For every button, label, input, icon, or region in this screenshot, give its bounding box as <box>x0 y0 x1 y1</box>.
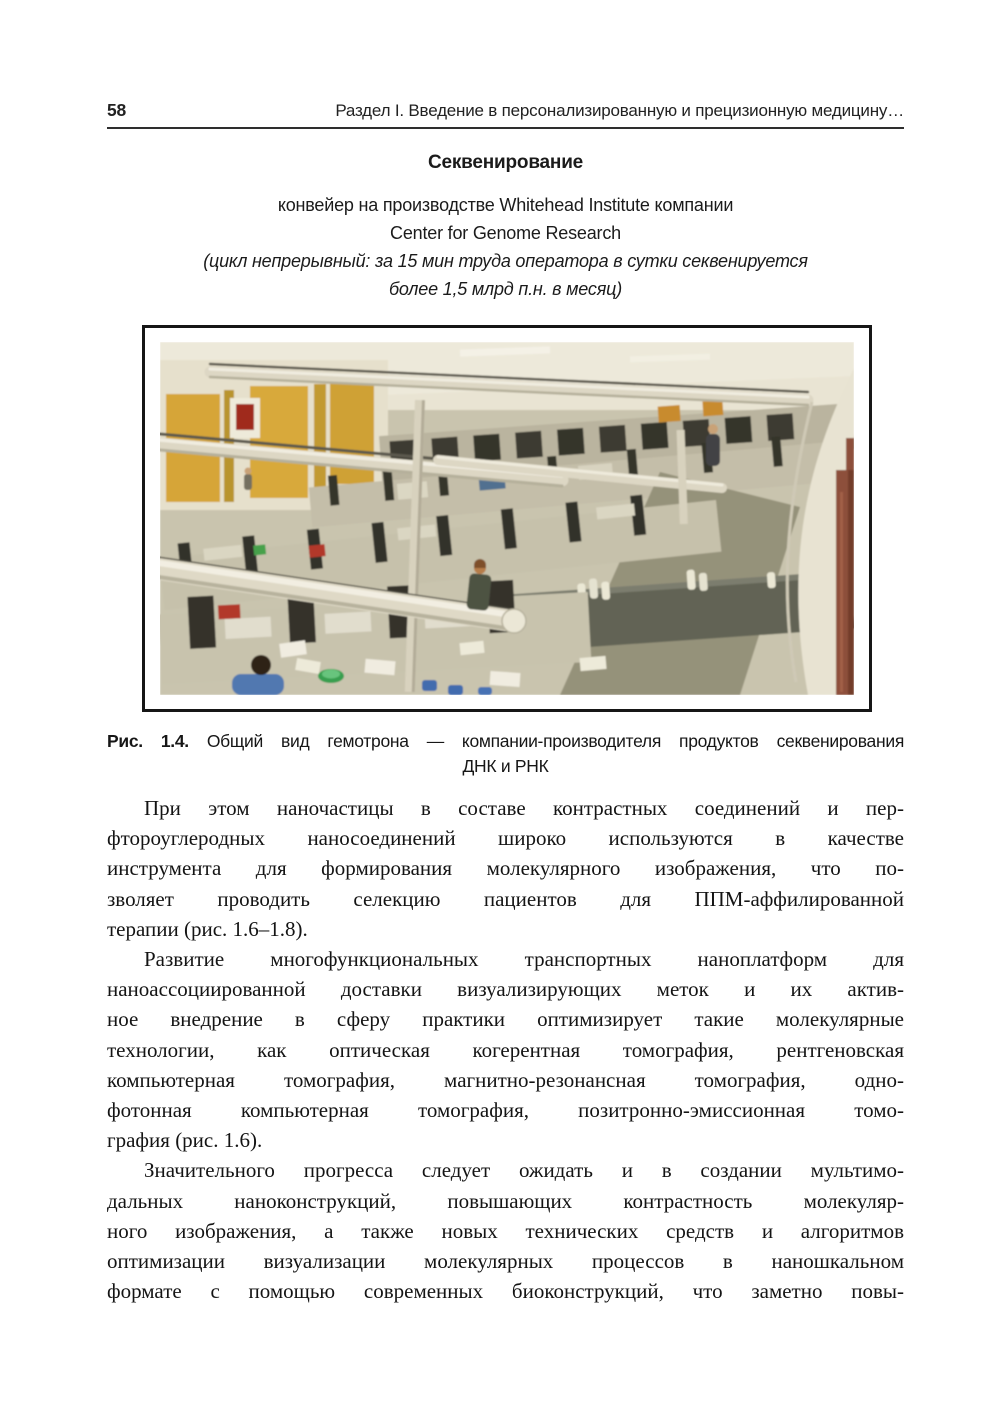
body-line: фотонная компьютерная томография, позитронно-эмиссионная томо- <box>107 1098 904 1123</box>
body-line: терапии (рис. 1.6–1.8). <box>107 916 308 941</box>
header-rule <box>107 127 904 129</box>
figure-subtitle-line2: Center for Genome Research <box>390 223 621 243</box>
body-line: Развитие многофункциональных транспортных наноплатформ для <box>144 947 904 972</box>
body-line: оптимизации визуализации молекулярных процессов в наношкальном <box>107 1249 904 1274</box>
running-header <box>107 100 904 121</box>
body-line: инструмента для формирования молекулярного изображения, что по- <box>107 856 904 881</box>
body-line: фтороуглеродных наносоединений широко используются в качестве <box>107 826 904 851</box>
figure-heading <box>107 152 904 303</box>
body-line: формате с помощью современных биоконструкций, что заметно повы- <box>107 1279 904 1304</box>
figure-subtitle-line1: конвейер на производстве Whitehead Institute компании <box>277 195 734 215</box>
figure-caption-text: Общий вид гемотрона — компании-производителя продуктов секвенирования <box>206 731 904 751</box>
body-line: графия (рис. 1.6). <box>107 1128 263 1153</box>
figure-caption-line1 <box>107 729 904 754</box>
body-line: Значительного прогресса следует ожидать и в создании мультимо- <box>144 1158 904 1183</box>
running-title: Раздел I. Введение в персонализированную и прецизионную медицину… <box>335 101 904 120</box>
figure-caption-label: Рис. 1.4. <box>107 731 189 751</box>
body-line: При этом наночастицы в составе контрастных соединений и пер- <box>144 796 904 820</box>
body-line: ное внедрение в сферу практики оптимизирует такие молекулярные <box>107 1007 904 1032</box>
figure-title: Секвенирование <box>427 152 584 173</box>
figure-photo <box>160 342 854 695</box>
body-line: компьютерная томография, магнитно-резонансная томография, одно- <box>107 1067 904 1092</box>
figure-note-line2: более 1,5 млрд п.н. в месяц) <box>388 279 623 299</box>
body-line: технологии, как оптическая когерентная томография, рентгеновская <box>107 1037 904 1062</box>
figure-note-line1: (цикл непрерывный: за 15 мин труда оператора в сутки секвенируется <box>203 251 808 271</box>
page-number: 58 <box>107 100 127 120</box>
figure-caption <box>107 729 904 779</box>
body-line: ного изображения, а также новых технических средств и алгоритмов <box>107 1218 904 1243</box>
body-line: зволяет проводить селекцию пациентов для ППМ-аффилированной <box>107 886 904 911</box>
figure-caption-line2: ДНК и РНК <box>462 756 549 776</box>
body-line: наноассоциированной доставки визуализирующих меток и их актив- <box>107 977 904 1002</box>
body-text <box>107 793 904 1306</box>
body-line: дальных наноконструкций, повышающих контрастность молекуляр- <box>107 1188 904 1213</box>
figure-photo-frame <box>142 325 872 712</box>
